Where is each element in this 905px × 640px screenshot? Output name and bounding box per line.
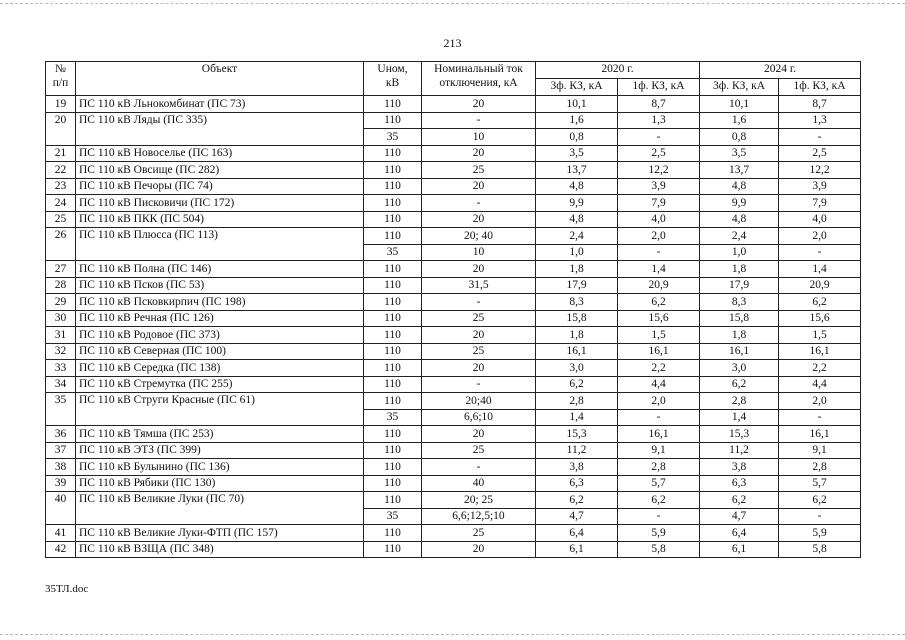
- row-2020-3f: 17,9: [536, 277, 618, 294]
- table-row: [46, 360, 861, 377]
- row-number: 24: [46, 195, 76, 212]
- row-2024-1f: 1,3: [779, 112, 861, 129]
- row-2024-1f: 2,5: [779, 145, 861, 162]
- row-2020-3f: 16,1: [536, 343, 618, 360]
- row-unom: 110: [364, 541, 422, 558]
- row-2024-1f: 2,8: [779, 459, 861, 476]
- row-2020-1f: 6,2: [618, 294, 700, 311]
- row-2024-3f: 1,0: [700, 244, 779, 261]
- header-current: Номинальный ток отключения, кА: [422, 62, 536, 96]
- row-2020-3f: 8,3: [536, 294, 618, 311]
- row-unom: 110: [364, 492, 422, 509]
- row-current: 25: [422, 442, 536, 459]
- row-2020-3f: 3,5: [536, 145, 618, 162]
- row-unom: 110: [364, 195, 422, 212]
- row-object: ПС 110 кВ Новоселье (ПС 163): [76, 145, 364, 162]
- row-object: ПС 110 кВ Середка (ПС 138): [76, 360, 364, 377]
- row-2020-3f: 6,4: [536, 525, 618, 542]
- row-number: 19: [46, 96, 76, 113]
- row-2020-3f: 3,0: [536, 360, 618, 377]
- row-2024-3f: 4,7: [700, 508, 779, 525]
- row-object: ПС 110 кВ Стремутка (ПС 255): [76, 376, 364, 393]
- row-unom: 110: [364, 426, 422, 443]
- row-2024-1f: 16,1: [779, 426, 861, 443]
- row-2024-3f: 0,8: [700, 129, 779, 146]
- row-2020-3f: 1,4: [536, 409, 618, 426]
- row-2020-3f: 2,8: [536, 393, 618, 410]
- row-unom: 35: [364, 129, 422, 146]
- table-row: [46, 541, 861, 558]
- row-2024-3f: 15,3: [700, 426, 779, 443]
- row-2024-3f: 4,8: [700, 178, 779, 195]
- row-2024-1f: 7,9: [779, 195, 861, 212]
- row-2024-3f: 3,8: [700, 459, 779, 476]
- header-unom: Uном, кВ: [364, 62, 422, 96]
- row-number: 21: [46, 145, 76, 162]
- scan-edge-bottom: [0, 634, 905, 635]
- row-unom: 110: [364, 327, 422, 344]
- row-2020-3f: 11,2: [536, 442, 618, 459]
- table-row: [46, 96, 861, 113]
- row-2020-1f: 5,8: [618, 541, 700, 558]
- row-current: 20: [422, 541, 536, 558]
- row-2020-1f: 5,7: [618, 475, 700, 492]
- header-b-3f: 3ф. КЗ, кА: [700, 79, 779, 96]
- row-2020-3f: 1,6: [536, 112, 618, 129]
- row-object: ПС 110 кВ Тямша (ПС 253): [76, 426, 364, 443]
- row-2020-3f: 3,8: [536, 459, 618, 476]
- table-body: [46, 96, 861, 558]
- row-2024-3f: 6,2: [700, 492, 779, 509]
- row-current: 20: [422, 178, 536, 195]
- row-unom: 110: [364, 162, 422, 179]
- row-2020-3f: 9,9: [536, 195, 618, 212]
- row-object: ПС 110 кВ Плюсса (ПС 113): [76, 228, 364, 261]
- row-object: ПС 110 кВ Печоры (ПС 74): [76, 178, 364, 195]
- row-2024-3f: 15,8: [700, 310, 779, 327]
- row-2024-1f: 1,5: [779, 327, 861, 344]
- row-unom: 110: [364, 525, 422, 542]
- row-2020-3f: 15,8: [536, 310, 618, 327]
- row-2020-1f: -: [618, 409, 700, 426]
- row-2024-1f: 16,1: [779, 343, 861, 360]
- row-unom: 110: [364, 211, 422, 228]
- row-2024-1f: 8,7: [779, 96, 861, 113]
- header-object: Объект: [76, 62, 364, 96]
- row-unom: 110: [364, 393, 422, 410]
- row-current: -: [422, 112, 536, 129]
- row-2020-1f: 1,5: [618, 327, 700, 344]
- row-current: 40: [422, 475, 536, 492]
- row-2020-3f: 6,3: [536, 475, 618, 492]
- row-2024-1f: 6,2: [779, 294, 861, 311]
- row-2024-1f: -: [779, 409, 861, 426]
- row-unom: 110: [364, 475, 422, 492]
- row-object: ПС 110 кВ Великие Луки (ПС 70): [76, 492, 364, 525]
- row-object: ПС 110 кВ ПКК (ПС 504): [76, 211, 364, 228]
- row-2020-1f: -: [618, 129, 700, 146]
- table-row: [46, 162, 861, 179]
- row-object: ПС 110 кВ Речная (ПС 126): [76, 310, 364, 327]
- row-object: ПС 110 кВ Псковкирпич (ПС 198): [76, 294, 364, 311]
- row-2024-1f: 12,2: [779, 162, 861, 179]
- table-row: [46, 475, 861, 492]
- row-current: 20: [422, 426, 536, 443]
- row-number: 28: [46, 277, 76, 294]
- row-2024-1f: 15,6: [779, 310, 861, 327]
- row-number: 25: [46, 211, 76, 228]
- table-row: [46, 343, 861, 360]
- table-row: [46, 112, 861, 129]
- row-2020-1f: 20,9: [618, 277, 700, 294]
- table-row: [46, 426, 861, 443]
- short-circuit-table: [45, 61, 861, 558]
- row-number: 23: [46, 178, 76, 195]
- row-unom: 110: [364, 145, 422, 162]
- row-2020-1f: 5,9: [618, 525, 700, 542]
- row-2024-3f: 2,8: [700, 393, 779, 410]
- header-year-b: 2024 г.: [700, 62, 861, 79]
- row-unom: 110: [364, 376, 422, 393]
- row-current: 20: [422, 327, 536, 344]
- row-2024-1f: -: [779, 244, 861, 261]
- row-2020-1f: 1,3: [618, 112, 700, 129]
- row-2020-3f: 6,2: [536, 376, 618, 393]
- row-2020-3f: 1,0: [536, 244, 618, 261]
- header-b-1f: 1ф. КЗ, кА: [779, 79, 861, 96]
- row-current: 20: [422, 261, 536, 278]
- page-number: 213: [443, 36, 462, 50]
- row-number: 20: [46, 112, 76, 145]
- row-2020-1f: 8,7: [618, 96, 700, 113]
- table-row: [46, 327, 861, 344]
- table-row: [46, 195, 861, 212]
- row-2024-1f: 2,0: [779, 228, 861, 245]
- row-current: 10: [422, 244, 536, 261]
- row-2020-1f: 2,8: [618, 459, 700, 476]
- row-2024-1f: 5,7: [779, 475, 861, 492]
- row-object: ПС 110 кВ Булынино (ПС 136): [76, 459, 364, 476]
- row-2020-3f: 2,4: [536, 228, 618, 245]
- row-unom: 110: [364, 442, 422, 459]
- row-2024-3f: 11,2: [700, 442, 779, 459]
- row-unom: 35: [364, 244, 422, 261]
- table-row: [46, 228, 861, 245]
- table-row: [46, 294, 861, 311]
- row-2024-3f: 3,0: [700, 360, 779, 377]
- row-2020-3f: 1,8: [536, 261, 618, 278]
- row-2020-3f: 4,7: [536, 508, 618, 525]
- row-2024-3f: 2,4: [700, 228, 779, 245]
- table-row: [46, 277, 861, 294]
- row-2020-1f: 16,1: [618, 426, 700, 443]
- table-row: [46, 393, 861, 410]
- header-num: № п/п: [46, 62, 76, 96]
- table-row: [46, 145, 861, 162]
- row-2024-3f: 4,8: [700, 211, 779, 228]
- row-2024-1f: 6,2: [779, 492, 861, 509]
- row-2024-1f: 1,4: [779, 261, 861, 278]
- row-2024-1f: 9,1: [779, 442, 861, 459]
- header-row-1: [46, 62, 861, 79]
- row-unom: 110: [364, 96, 422, 113]
- row-2020-3f: 10,1: [536, 96, 618, 113]
- row-unom: 110: [364, 360, 422, 377]
- row-number: 32: [46, 343, 76, 360]
- row-object: ПС 110 кВ Овсище (ПС 282): [76, 162, 364, 179]
- row-current: 25: [422, 343, 536, 360]
- row-number: 42: [46, 541, 76, 558]
- row-current: 20;40: [422, 393, 536, 410]
- row-2024-1f: 3,9: [779, 178, 861, 195]
- footer-filename: 35ТЛ.doc: [45, 583, 89, 595]
- scan-edge-top: [0, 3, 905, 4]
- row-object: ПС 110 кВ Псков (ПС 53): [76, 277, 364, 294]
- row-2024-3f: 6,1: [700, 541, 779, 558]
- row-unom: 35: [364, 409, 422, 426]
- row-object: ПС 110 кВ Льнокомбинат (ПС 73): [76, 96, 364, 113]
- table-row: [46, 211, 861, 228]
- row-2020-1f: 4,0: [618, 211, 700, 228]
- row-2020-1f: 1,4: [618, 261, 700, 278]
- row-number: 29: [46, 294, 76, 311]
- row-2024-3f: 1,4: [700, 409, 779, 426]
- row-2020-1f: 3,9: [618, 178, 700, 195]
- row-2020-1f: 2,0: [618, 228, 700, 245]
- row-number: 33: [46, 360, 76, 377]
- row-current: 25: [422, 162, 536, 179]
- row-current: 20: [422, 145, 536, 162]
- row-unom: 35: [364, 508, 422, 525]
- row-unom: 110: [364, 261, 422, 278]
- row-object: ПС 110 кВ Родовое (ПС 373): [76, 327, 364, 344]
- row-2024-3f: 8,3: [700, 294, 779, 311]
- row-current: -: [422, 376, 536, 393]
- row-2020-3f: 4,8: [536, 211, 618, 228]
- row-2020-3f: 15,3: [536, 426, 618, 443]
- row-2020-1f: -: [618, 244, 700, 261]
- row-number: 38: [46, 459, 76, 476]
- row-2020-3f: 6,2: [536, 492, 618, 509]
- row-object: ПС 110 кВ Великие Луки-ФТП (ПС 157): [76, 525, 364, 542]
- row-number: 39: [46, 475, 76, 492]
- row-current: -: [422, 459, 536, 476]
- row-unom: 110: [364, 310, 422, 327]
- row-2020-3f: 6,1: [536, 541, 618, 558]
- row-2024-3f: 6,4: [700, 525, 779, 542]
- row-current: -: [422, 294, 536, 311]
- row-number: 26: [46, 228, 76, 261]
- row-number: 22: [46, 162, 76, 179]
- row-2024-1f: -: [779, 508, 861, 525]
- row-number: 35: [46, 393, 76, 426]
- row-number: 30: [46, 310, 76, 327]
- row-2020-1f: 16,1: [618, 343, 700, 360]
- row-2020-1f: 7,9: [618, 195, 700, 212]
- row-2024-1f: 20,9: [779, 277, 861, 294]
- row-current: 20; 40: [422, 228, 536, 245]
- row-unom: 110: [364, 277, 422, 294]
- row-2024-1f: 4,4: [779, 376, 861, 393]
- header-a-1f: 1ф. КЗ, кА: [618, 79, 700, 96]
- row-2024-3f: 17,9: [700, 277, 779, 294]
- table-row: [46, 459, 861, 476]
- row-2024-1f: 2,2: [779, 360, 861, 377]
- row-current: 20: [422, 360, 536, 377]
- row-unom: 110: [364, 343, 422, 360]
- row-2024-3f: 1,6: [700, 112, 779, 129]
- row-2020-1f: 2,5: [618, 145, 700, 162]
- row-number: 36: [46, 426, 76, 443]
- table-row: [46, 178, 861, 195]
- row-2020-3f: 13,7: [536, 162, 618, 179]
- row-2024-1f: 2,0: [779, 393, 861, 410]
- row-2020-1f: 9,1: [618, 442, 700, 459]
- row-2020-1f: 15,6: [618, 310, 700, 327]
- table-row: [46, 492, 861, 509]
- row-number: 27: [46, 261, 76, 278]
- row-object: ПС 110 кВ ЭТЗ (ПС 399): [76, 442, 364, 459]
- row-current: 20; 25: [422, 492, 536, 509]
- row-unom: 110: [364, 112, 422, 129]
- row-number: 41: [46, 525, 76, 542]
- row-unom: 110: [364, 294, 422, 311]
- row-2024-1f: 4,0: [779, 211, 861, 228]
- row-number: 40: [46, 492, 76, 525]
- row-unom: 110: [364, 459, 422, 476]
- table-row: [46, 525, 861, 542]
- row-2020-1f: 6,2: [618, 492, 700, 509]
- row-current: 20: [422, 211, 536, 228]
- row-object: ПС 110 кВ Струги Красные (ПС 61): [76, 393, 364, 426]
- row-2024-3f: 6,3: [700, 475, 779, 492]
- row-object: ПС 110 кВ ВЗЩА (ПС 348): [76, 541, 364, 558]
- table-row: [46, 442, 861, 459]
- row-object: ПС 110 кВ Полна (ПС 146): [76, 261, 364, 278]
- table-row: [46, 376, 861, 393]
- row-object: ПС 110 кВ Ляды (ПС 335): [76, 112, 364, 145]
- row-2024-3f: 6,2: [700, 376, 779, 393]
- row-2024-3f: 10,1: [700, 96, 779, 113]
- row-object: ПС 110 кВ Северная (ПС 100): [76, 343, 364, 360]
- row-unom: 110: [364, 228, 422, 245]
- row-current: 10: [422, 129, 536, 146]
- row-object: ПС 110 кВ Рябики (ПС 130): [76, 475, 364, 492]
- row-2024-1f: -: [779, 129, 861, 146]
- row-number: 31: [46, 327, 76, 344]
- row-2024-3f: 1,8: [700, 261, 779, 278]
- row-current: -: [422, 195, 536, 212]
- row-2024-1f: 5,8: [779, 541, 861, 558]
- row-2024-1f: 5,9: [779, 525, 861, 542]
- row-2020-3f: 4,8: [536, 178, 618, 195]
- row-current: 25: [422, 310, 536, 327]
- row-2024-3f: 3,5: [700, 145, 779, 162]
- row-2020-1f: 2,0: [618, 393, 700, 410]
- row-current: 6,6;12,5;10: [422, 508, 536, 525]
- header-a-3f: 3ф. КЗ, кА: [536, 79, 618, 96]
- row-2020-1f: 12,2: [618, 162, 700, 179]
- row-current: 20: [422, 96, 536, 113]
- row-2020-3f: 0,8: [536, 129, 618, 146]
- header-year-a: 2020 г.: [536, 62, 700, 79]
- row-2024-3f: 9,9: [700, 195, 779, 212]
- row-2024-3f: 16,1: [700, 343, 779, 360]
- row-current: 31,5: [422, 277, 536, 294]
- table-row: [46, 310, 861, 327]
- row-number: 34: [46, 376, 76, 393]
- row-current: 25: [422, 525, 536, 542]
- row-2020-3f: 1,8: [536, 327, 618, 344]
- row-2024-3f: 13,7: [700, 162, 779, 179]
- table-row: [46, 261, 861, 278]
- row-2024-3f: 1,8: [700, 327, 779, 344]
- row-2020-1f: 4,4: [618, 376, 700, 393]
- row-2020-1f: -: [618, 508, 700, 525]
- row-object: ПС 110 кВ Писковичи (ПС 172): [76, 195, 364, 212]
- row-2020-1f: 2,2: [618, 360, 700, 377]
- row-number: 37: [46, 442, 76, 459]
- row-unom: 110: [364, 178, 422, 195]
- row-current: 6,6;10: [422, 409, 536, 426]
